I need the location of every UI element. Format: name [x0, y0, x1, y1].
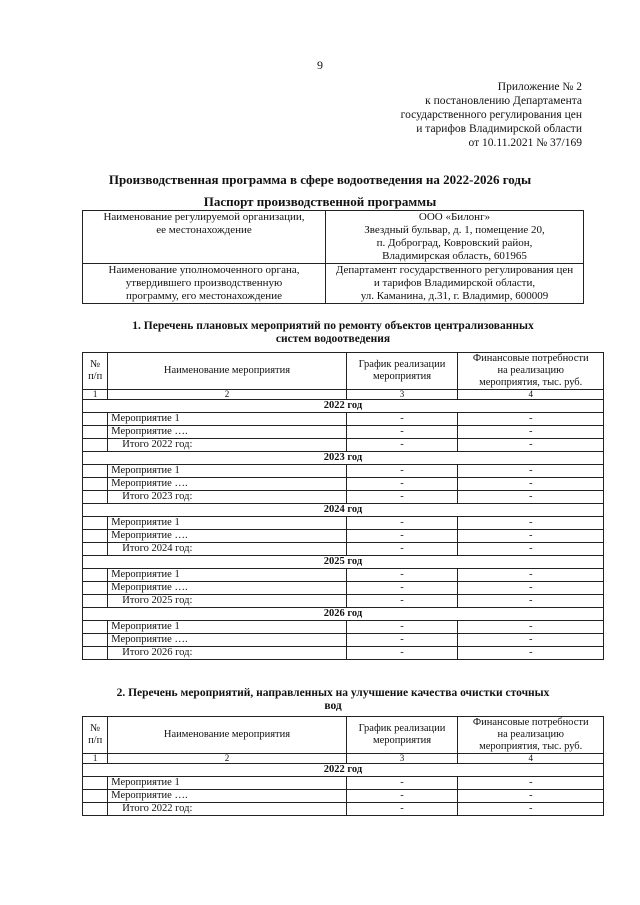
- header-schedule: График реализации мероприятия: [346, 717, 458, 754]
- name-cell: Мероприятие 1: [108, 517, 346, 530]
- col-number: 3: [346, 754, 458, 764]
- num-cell: [83, 634, 108, 647]
- text-line: программу, его местонахождение: [126, 290, 282, 302]
- appendix-line: государственного регулирования цен: [400, 109, 582, 121]
- finance-cell: -: [458, 621, 604, 634]
- year-row: [83, 452, 604, 465]
- text-line: систем водоотведения: [275, 333, 391, 345]
- num-cell: [83, 790, 108, 803]
- table-row: [83, 465, 604, 478]
- schedule-cell: -: [346, 478, 458, 491]
- finance-cell: -: [458, 543, 604, 556]
- year-label: 2022 год: [83, 400, 604, 413]
- passport-title: Паспорт производственной программы: [203, 194, 437, 209]
- header-num: № п/п: [83, 717, 108, 754]
- appendix-line: к постановлению Департамента: [425, 95, 582, 107]
- finance-cell: -: [458, 777, 604, 790]
- name-cell: Мероприятие 1: [108, 569, 346, 582]
- passport-label: [83, 211, 326, 264]
- appendix-line: от 10.11.2021 № 37/169: [468, 137, 582, 149]
- text-line: ее местонахождение: [156, 224, 252, 236]
- table-row: [83, 582, 604, 595]
- year-label: 2026 год: [83, 608, 604, 621]
- num-cell: [83, 569, 108, 582]
- name-cell: Мероприятие 1: [108, 777, 346, 790]
- passport-row-authority: [83, 264, 584, 304]
- table-row: [83, 777, 604, 790]
- column-numbers-row: [83, 390, 604, 400]
- finance-cell: -: [458, 465, 604, 478]
- name-cell: Мероприятие ….: [108, 790, 346, 803]
- year-label: 2025 год: [83, 556, 604, 569]
- quality-plan-table: [82, 716, 604, 816]
- schedule-cell: -: [346, 426, 458, 439]
- text-line: Департамент государственного регулирования цен: [335, 264, 574, 276]
- column-numbers-row: [83, 754, 604, 764]
- repair-plan-table: [82, 352, 604, 660]
- table-row: [83, 595, 604, 608]
- finance-cell: -: [458, 517, 604, 530]
- name-cell: Мероприятие ….: [108, 426, 346, 439]
- passport-value: [326, 211, 584, 264]
- schedule-cell: -: [346, 647, 458, 660]
- table-row: [83, 491, 604, 504]
- header-schedule: График реализации мероприятия: [346, 353, 458, 390]
- table-row: [83, 413, 604, 426]
- finance-cell: -: [458, 413, 604, 426]
- text-line: и тарифов Владимирской области,: [373, 277, 536, 289]
- num-cell: [83, 413, 108, 426]
- table-row: [83, 517, 604, 530]
- text-line: ООО «Билонг»: [418, 211, 491, 223]
- finance-cell: -: [458, 582, 604, 595]
- appendix-line: Приложение № 2: [497, 81, 582, 93]
- year-row: [83, 764, 604, 777]
- text-line: п. Доброград, Ковровский район,: [376, 237, 533, 249]
- schedule-cell: -: [346, 621, 458, 634]
- name-cell: Итого 2025 год:: [108, 595, 346, 608]
- name-cell: Мероприятие 1: [108, 465, 346, 478]
- table-row: [83, 426, 604, 439]
- text-line: Наименование уполномоченного органа,: [108, 264, 300, 276]
- num-cell: [83, 465, 108, 478]
- col-number: 1: [83, 390, 108, 400]
- text-line: вод: [324, 700, 342, 712]
- num-cell: [83, 439, 108, 452]
- table-row: [83, 647, 604, 660]
- passport-value: [326, 264, 584, 304]
- schedule-cell: -: [346, 777, 458, 790]
- text-line: утвердившего производственную: [125, 277, 283, 289]
- schedule-cell: -: [346, 582, 458, 595]
- table-row: [83, 439, 604, 452]
- name-cell: Итого 2022 год:: [108, 439, 346, 452]
- text-line: 2. Перечень мероприятий, направленных на улучшение качества очистки сточных: [116, 687, 550, 699]
- finance-cell: -: [458, 595, 604, 608]
- schedule-cell: -: [346, 517, 458, 530]
- table-row: [83, 569, 604, 582]
- schedule-cell: -: [346, 543, 458, 556]
- name-cell: Итого 2026 год:: [108, 647, 346, 660]
- num-cell: [83, 491, 108, 504]
- name-cell: Итого 2024 год:: [108, 543, 346, 556]
- num-cell: [83, 426, 108, 439]
- num-cell: [83, 582, 108, 595]
- passport-row-organization: [83, 211, 584, 264]
- num-cell: [83, 647, 108, 660]
- table-row: [83, 803, 604, 816]
- finance-cell: -: [458, 478, 604, 491]
- schedule-cell: -: [346, 634, 458, 647]
- num-cell: [83, 478, 108, 491]
- text-line: ул. Каманина, д.31, г. Владимир, 600009: [360, 290, 549, 302]
- year-row: [83, 504, 604, 517]
- finance-cell: -: [458, 426, 604, 439]
- text-line: Владимирская область, 601965: [382, 250, 527, 262]
- year-row: [83, 556, 604, 569]
- num-cell: [83, 595, 108, 608]
- name-cell: Итого 2022 год:: [108, 803, 346, 816]
- col-number: 2: [108, 754, 346, 764]
- name-cell: Мероприятие 1: [108, 621, 346, 634]
- year-row: [83, 608, 604, 621]
- table-row: [83, 530, 604, 543]
- schedule-cell: -: [346, 413, 458, 426]
- schedule-cell: -: [346, 790, 458, 803]
- finance-cell: -: [458, 569, 604, 582]
- schedule-cell: -: [346, 439, 458, 452]
- finance-cell: -: [458, 634, 604, 647]
- passport-table: [82, 210, 584, 304]
- header-finance: Финансовые потребности на реализацию мероприятия, тыс. руб.: [458, 717, 604, 754]
- name-cell: Мероприятие 1: [108, 413, 346, 426]
- finance-cell: -: [458, 439, 604, 452]
- finance-cell: -: [458, 803, 604, 816]
- schedule-cell: -: [346, 595, 458, 608]
- schedule-cell: -: [346, 530, 458, 543]
- name-cell: Мероприятие ….: [108, 530, 346, 543]
- section-1-title: [82, 320, 584, 346]
- table-row: [83, 478, 604, 491]
- name-cell: Мероприятие ….: [108, 634, 346, 647]
- year-row: [83, 400, 604, 413]
- finance-cell: -: [458, 647, 604, 660]
- header-name: Наименование мероприятия: [108, 717, 346, 754]
- appendix-block: [342, 80, 582, 150]
- year-label: 2022 год: [83, 764, 604, 777]
- col-number: 3: [346, 390, 458, 400]
- col-number: 2: [108, 390, 346, 400]
- page-number: 9: [317, 58, 323, 72]
- schedule-cell: -: [346, 803, 458, 816]
- year-label: 2023 год: [83, 452, 604, 465]
- col-number: 4: [458, 754, 604, 764]
- num-cell: [83, 621, 108, 634]
- main-title: Производственная программа в сфере водоотведения на 2022-2026 годы: [108, 172, 532, 187]
- table-header-row: [83, 353, 604, 390]
- num-cell: [83, 803, 108, 816]
- table-row: [83, 543, 604, 556]
- num-cell: [83, 777, 108, 790]
- appendix-line: и тарифов Владимирской области: [416, 123, 582, 135]
- num-cell: [83, 530, 108, 543]
- schedule-cell: -: [346, 569, 458, 582]
- header-name: Наименование мероприятия: [108, 353, 346, 390]
- text-line: Звездный бульвар, д. 1, помещение 20,: [364, 224, 545, 236]
- num-cell: [83, 543, 108, 556]
- header-finance: Финансовые потребности на реализацию мероприятия, тыс. руб.: [458, 353, 604, 390]
- finance-cell: -: [458, 491, 604, 504]
- col-number: 1: [83, 754, 108, 764]
- table-header-row: [83, 717, 604, 754]
- year-label: 2024 год: [83, 504, 604, 517]
- header-num: № п/п: [83, 353, 108, 390]
- name-cell: Мероприятие ….: [108, 582, 346, 595]
- col-number: 4: [458, 390, 604, 400]
- section-2-title: [82, 687, 584, 713]
- table-row: [83, 621, 604, 634]
- text-line: 1. Перечень плановых мероприятий по ремонту объектов централизованных: [132, 320, 534, 332]
- num-cell: [83, 517, 108, 530]
- finance-cell: -: [458, 790, 604, 803]
- table-row: [83, 634, 604, 647]
- passport-label: [83, 264, 326, 304]
- text-line: Наименование регулируемой организации,: [103, 211, 305, 223]
- finance-cell: -: [458, 530, 604, 543]
- name-cell: Мероприятие ….: [108, 478, 346, 491]
- name-cell: Итого 2023 год:: [108, 491, 346, 504]
- schedule-cell: -: [346, 491, 458, 504]
- table-row: [83, 790, 604, 803]
- schedule-cell: -: [346, 465, 458, 478]
